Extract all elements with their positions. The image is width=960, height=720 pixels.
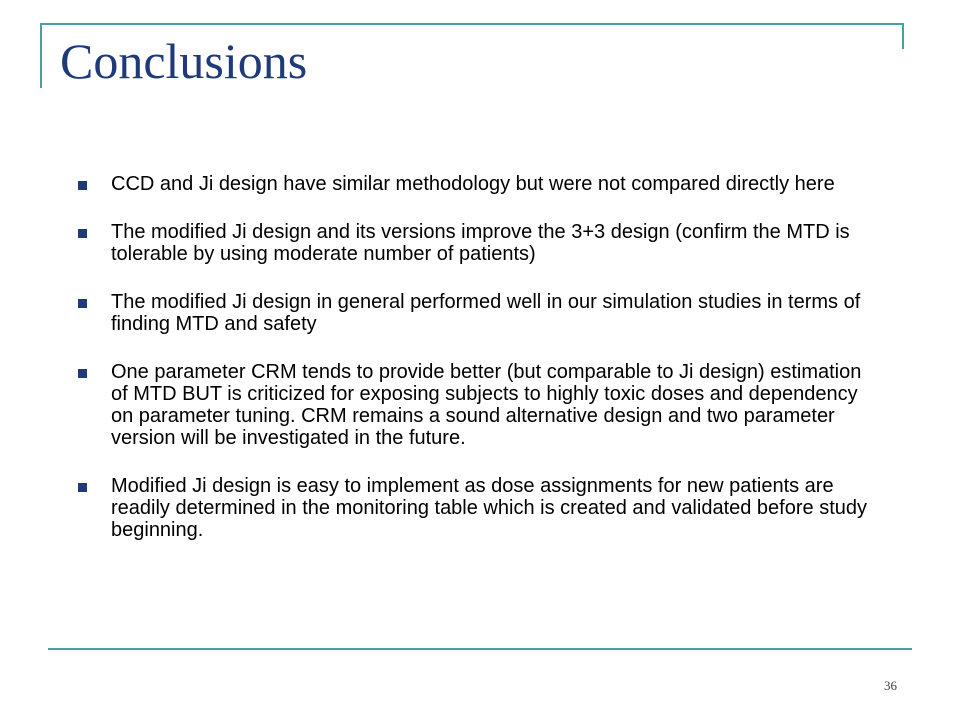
bullet-text: The modified Ji design in general performed well in our simulation studies in terms of finding MTD and safety (111, 291, 861, 335)
frame-top-line (40, 23, 904, 25)
slide-title: Conclusions (60, 33, 308, 89)
bullet-item (78, 173, 878, 195)
page-number: 36 (884, 678, 897, 693)
bullet-text: Modified Ji design is easy to implement as dose assignments for new patients are readily determined in the monitoring table which is created and validated before study beginning. (111, 475, 867, 541)
bullet-item (78, 361, 878, 449)
frame-bottom-line (48, 648, 912, 650)
frame-left-line (40, 23, 42, 88)
bullet-item (78, 291, 878, 335)
bullet-text: One parameter CRM tends to provide better (but comparable to Ji design) estimation of MTD BUT is criticized for exposing subjects to highly toxic doses and dependency on parameter tuning. CRM remains a sound alternative design and two parameter version will be investigated in the future. (111, 361, 862, 449)
square-bullet-icon (78, 483, 87, 492)
square-bullet-icon (78, 229, 87, 238)
bullet-text: CCD and Ji design have similar methodology but were not compared directly here (111, 173, 835, 195)
square-bullet-icon (78, 299, 87, 308)
bullet-item (78, 221, 878, 265)
bullet-text: The modified Ji design and its versions improve the 3+3 design (confirm the MTD is tolerable by using moderate number of patients) (111, 221, 850, 265)
frame-right-line (902, 23, 904, 49)
bullet-item (78, 475, 878, 541)
square-bullet-icon (78, 369, 87, 378)
square-bullet-icon (78, 181, 87, 190)
bullet-list (78, 173, 878, 567)
